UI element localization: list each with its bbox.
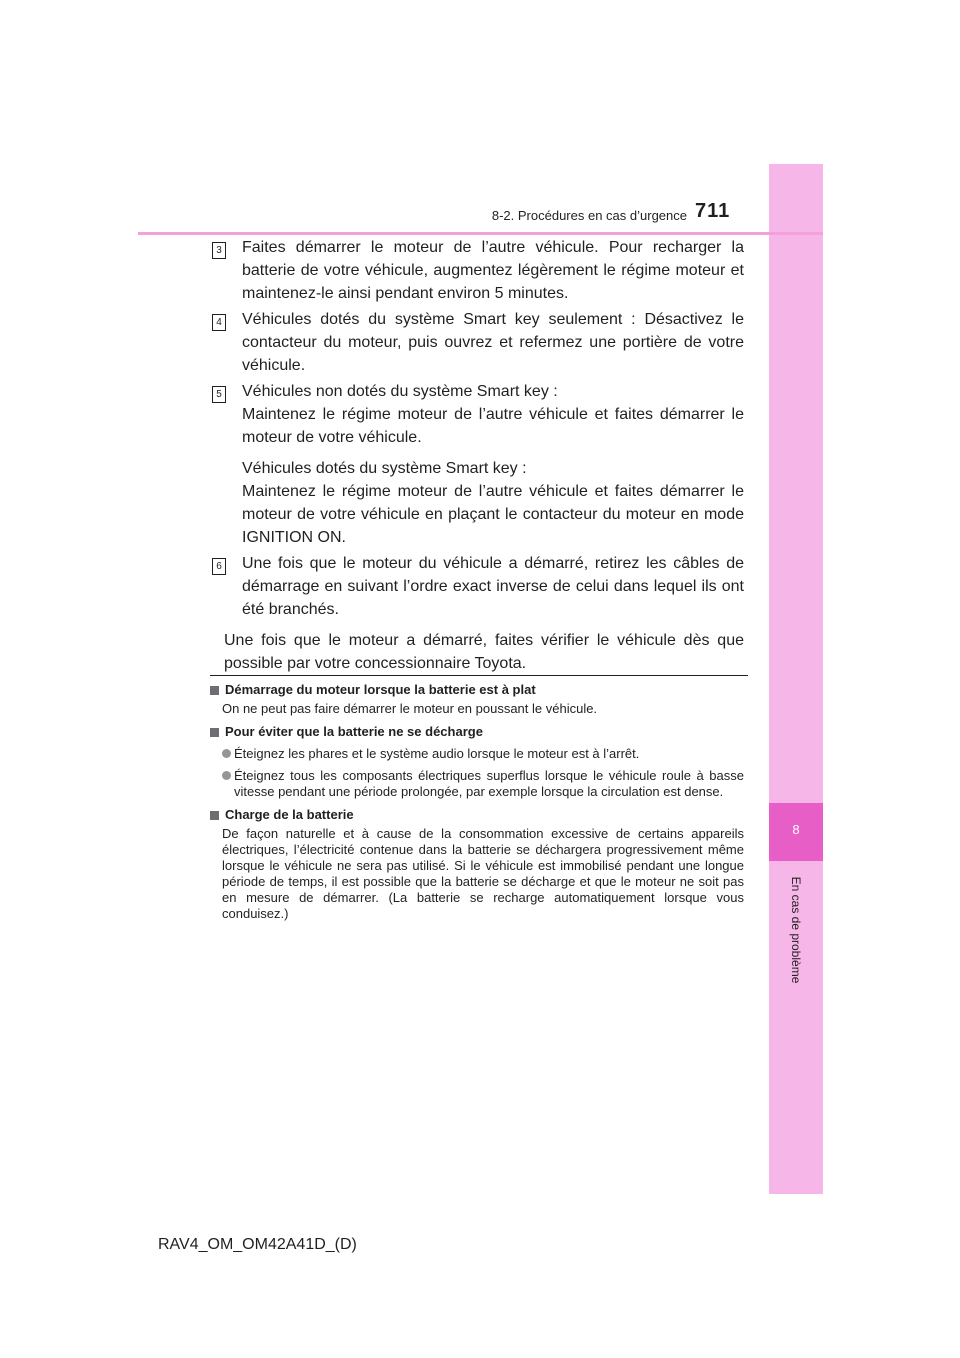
note-body: On ne peut pas faire démarrer le moteur en poussant le véhicule. — [222, 701, 598, 716]
list-item — [210, 768, 744, 800]
header-section-title: 8-2. Procédures en cas d’urgence — [491, 208, 687, 223]
list-item — [210, 746, 744, 762]
note-body: De façon naturelle et à cause de la consommation excessive de certains appareils électriques, l’électricité contenue dans la batterie se déchargera progressivement même lorsque le véhicule ne sera pas utilisé. Si le véhicule est immobilisé pendant une longue période de temps, il est possible que la batterie se décharge et que le moteur ne soit pas en mesure de démarrer. (La batterie se recharge automatiquement lorsque vous conduisez.) — [222, 826, 744, 921]
chapter-side-tab — [769, 164, 823, 1194]
note-title: Pour éviter que la batterie ne se décharge — [225, 724, 483, 739]
note-heading — [210, 807, 744, 823]
step-5 — [212, 380, 744, 549]
step-number-badge: 3 — [212, 242, 226, 259]
step-text: Véhicules non dotés du système Smart key : Maintenez le régime moteur de l’autre véhicule et faites démarrer le moteur de votre véhicule. — [242, 383, 744, 446]
step-text: Faites démarrer le moteur de l’autre véhicule. Pour recharger la batterie de votre véhicule, augmentez légèrement le régime moteur et maintenez-le ainsi pendant environ 5 minutes. — [242, 239, 744, 302]
square-bullet-icon — [210, 686, 219, 695]
document-code: RAV4_OM_OM42A41D_(D) — [158, 1236, 357, 1253]
circle-bullet-icon — [222, 749, 231, 758]
step-3 — [212, 236, 744, 305]
step-text: Une fois que le moteur du véhicule a démarré, retirez les câbles de démarrage en suivant l’ordre exact inverse de celui dans lequel ils ont été branchés. — [242, 555, 744, 618]
step-6 — [212, 552, 744, 621]
chapter-number: 8 — [792, 822, 800, 837]
square-bullet-icon — [210, 811, 219, 820]
header-rule — [138, 232, 823, 235]
note-heading — [210, 724, 744, 740]
bullet-text: Éteignez tous les composants électriques superflus lorsque le véhicule roule à basse vitesse pendant une période prolongée, par exemple lorsque la circulation est dense. — [234, 768, 744, 799]
note-title: Démarrage du moteur lorsque la batterie est à plat — [225, 682, 536, 697]
step-number-badge: 5 — [212, 386, 226, 403]
section-divider — [210, 675, 748, 676]
step-number-badge: 6 — [212, 558, 226, 575]
note-title: Charge de la batterie — [225, 807, 354, 822]
chapter-title: En cas de problème — [789, 876, 803, 984]
procedure-steps — [212, 236, 744, 675]
bullet-text: Éteignez les phares et le système audio lorsque le moteur est à l’arrêt. — [234, 746, 640, 761]
square-bullet-icon — [210, 728, 219, 737]
circle-bullet-icon — [222, 771, 231, 780]
step-text-alt: Véhicules dotés du système Smart key : Maintenez le régime moteur de l’autre véhicule et faites démarrer le moteur de votre véhicule en plaçant le contacteur du moteur en mode IGNITION ON. — [242, 460, 744, 546]
page-number: 711 — [695, 200, 731, 222]
step-4 — [212, 308, 744, 377]
step-number-badge: 4 — [212, 314, 226, 331]
step-text: Véhicules dotés du système Smart key seulement : Désactivez le contacteur du moteur, puis ouvrez et refermez une portière de votre véhicule. — [242, 311, 744, 374]
info-notes — [210, 682, 744, 922]
note-heading — [210, 682, 744, 698]
closing-paragraph: Une fois que le moteur a démarré, faites vérifier le véhicule dès que possible par votre concessionnaire Toyota. — [224, 632, 744, 672]
